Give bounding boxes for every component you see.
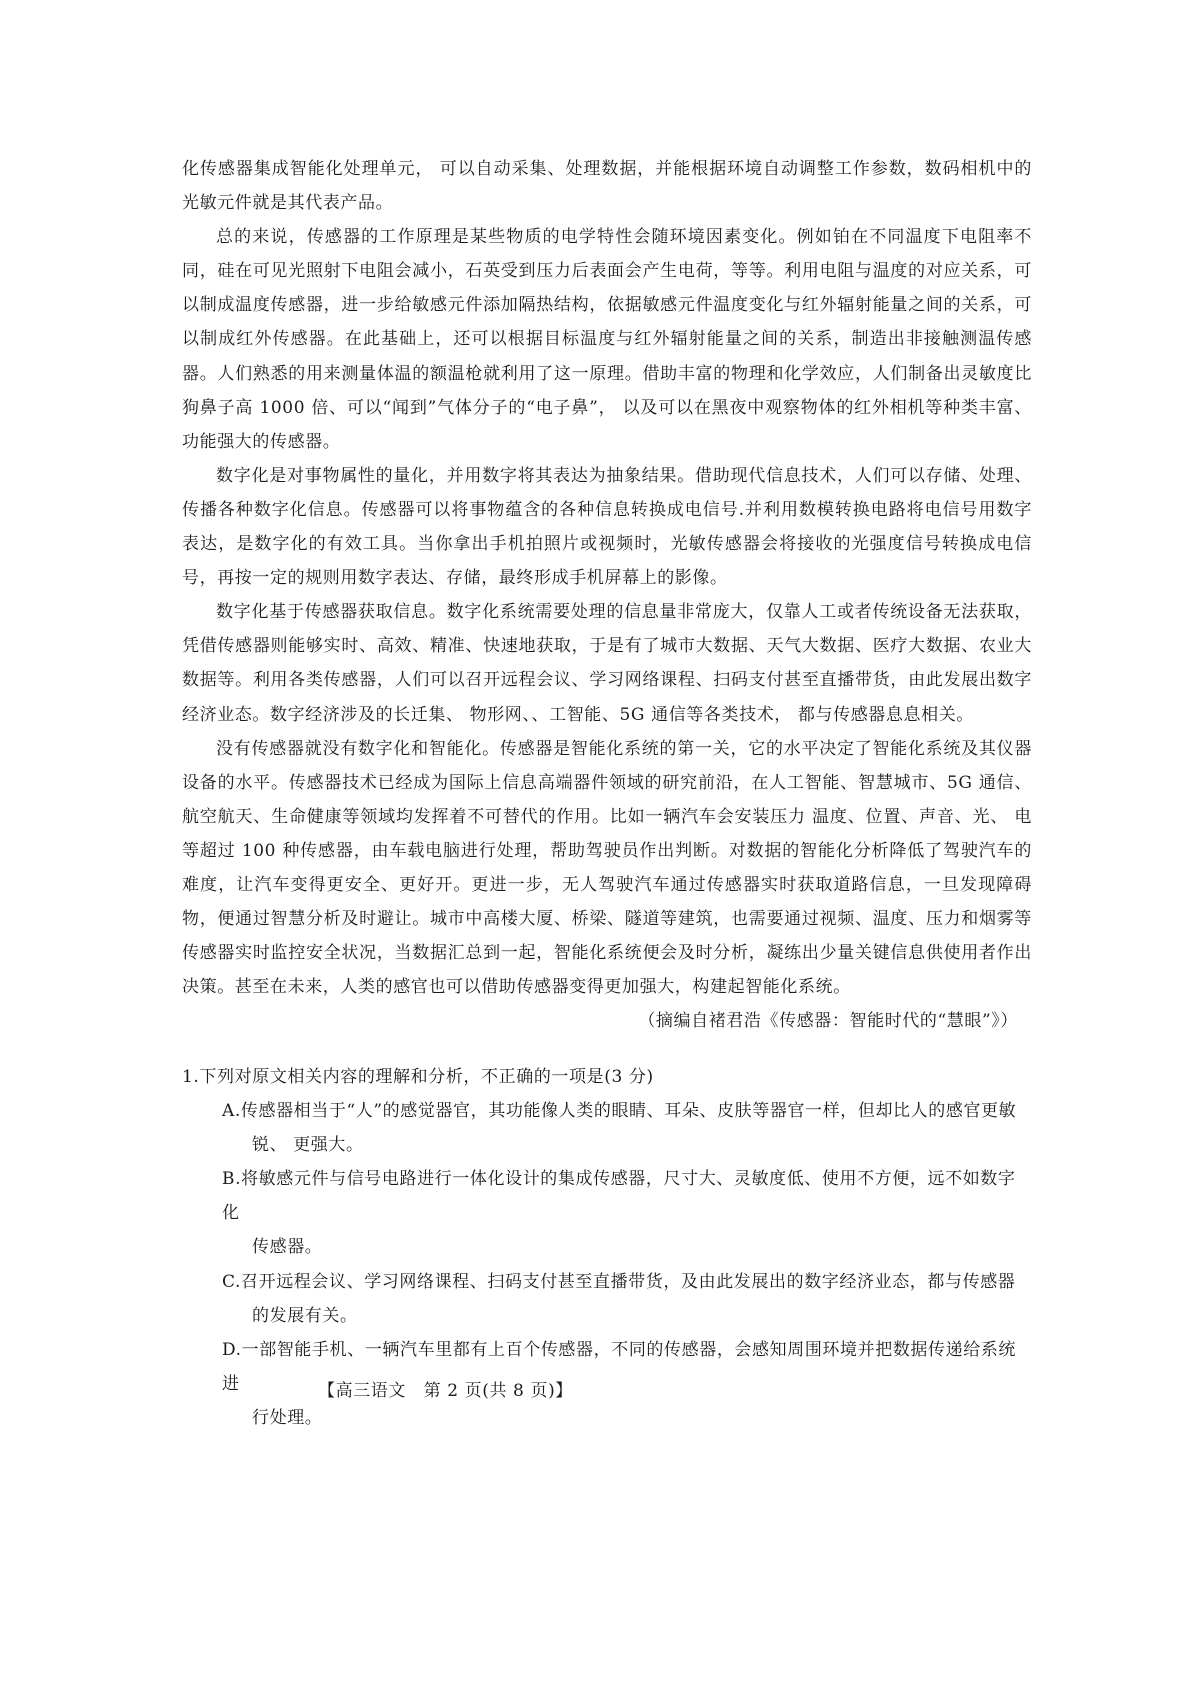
reading-passage	[182, 152, 1032, 1038]
option-text-continued: 传感器。	[252, 1237, 323, 1258]
option-c	[182, 1265, 1032, 1333]
option-text: C.召开远程会议、学习网络课程、扫码支付甚至直播带货，及由此发展出的数字经济业态，都与传感器	[222, 1271, 1016, 1292]
passage-paragraph: 数字化基于传感器获取信息。数字化系统需要处理的信息量非常庞大，仅靠人工或者传统设备无法获取，凭借传感器则能够实时、高效、精准、快速地获取，于是有了城市大数据、天气大数据、医疗大数据、农业大数据等。利用各类传感器，人们可以召开远程会议、学习网络课程、扫码支付甚至直播带货，由此发展出数字经济业态。数字经济涉及的长迁集、 物形网、、工智能、5G 通信等各类技术， 都与传感器息息相关。	[182, 602, 1032, 725]
passage-paragraph: 没有传感器就没有数字化和智能化。传感器是智能化系统的第一关，它的水平决定了智能化系统及其仪器设备的水平。传感器技术已经成为国际上信息高端器件领域的研究前沿，在人工智能、智慧城市、5G 通信、航空航天、生命健康等领域均发挥着不可替代的作用。比如一辆汽车会安装压力 温度、位置、声音、光、 电等超过 100 种传感器，由车载电脑进行处理，帮助驾驶员作出判断。对数据的智能化分析降低了驾驶汽车的难度，让汽车变得更安全、更好开。更进一步，无人驾驶汽车通过传感器实时获取道路信息，一旦发现障碍物，便通过智慧分析及时避让。城市中高楼大厦、桥梁、隧道等建筑，也需要通过视频、温度、压力和烟雾等传感器实时监控安全状况，当数据汇总到一起，智能化系统便会及时分析，凝练出少量关键信息供使用者作出决策。甚至在未来，人类的感官也可以借助传感器变得更加强大，构建起智能化系统。	[182, 738, 1032, 998]
option-text-continued: 行处理。	[252, 1407, 323, 1428]
option-b	[182, 1162, 1032, 1264]
option-d	[182, 1333, 1032, 1435]
passage-paragraph: 数字化是对事物属性的量化，并用数字将其表达为抽象结果。借助现代信息技术，人们可以存储、处理、传播各种数字化信息。传感器可以将事物蕴含的各种信息转换成电信号.并利用数模转换电路将电信号用数字表达，是数字化的有效工具。当你拿出手机拍照片或视频时，光敏传感器会将接收的光强度信号转换成电信号，再按一定的规则用数字表达、存储，最终形成手机屏幕上的影像。	[182, 465, 1032, 589]
passage-paragraph: 化传感器集成智能化处理单元， 可以自动采集、处理数据，并能根据环境自动调整工作参数，数码相机中的光敏元件就是其代表产品。	[182, 159, 1032, 214]
question-stem: 1.下列对原文相关内容的理解和分析，不正确的一项是(3 分)	[182, 1067, 654, 1087]
option-a	[182, 1094, 1032, 1162]
passage-paragraph: 总的来说，传感器的工作原理是某些物质的电学特性会随环境因素变化。例如铂在不同温度下电阻率不同，硅在可见光照射下电阻会减小，石英受到压力后表面会产生电荷，等等。利用电阻与温度的对应关系，可以制成温度传感器，进一步给敏感元件添加隔热结构，依据敏感元件温度变化与红外辐射能量之间的关系，可以制成红外传感器。在此基础上，还可以根据目标温度与红外辐射能量之间的关系，制造出非接触测温传感器。人们熟悉的用来测量体温的额温枪就利用了这一原理。借助丰富的物理和化学效应，人们制备出灵敏度比狗鼻子高 1000 倍、可以“闻到”气体分子的“电子鼻”， 以及可以在黑夜中观察物体的红外相机等种类丰富、功能强大的传感器。	[182, 227, 1032, 452]
option-text: B.将敏感元件与信号电路进行一体化设计的集成传感器，尺寸大、灵敏度低、使用不方便，远不如数字化	[222, 1169, 1016, 1224]
option-text: D.一部智能手机、一辆汽车里都有上百个传感器，不同的传感器，会感知周围环境并把数据传递给系统进	[222, 1339, 1017, 1394]
option-text-continued: 锐、 更强大。	[252, 1135, 364, 1156]
option-text: A.传感器相当于“人”的感觉器官，其功能像人类的眼睛、耳朵、皮肤等器官一样，但却比人的感官更敏	[222, 1101, 1017, 1122]
question-1	[182, 1060, 1032, 1435]
page-footer: 【高三语文 第 2 页(共 8 页)】	[318, 1381, 573, 1401]
option-text-continued: 的发展有关。	[252, 1305, 358, 1326]
passage-source: （摘编自褚君浩《传感器：智能时代的“慧眼”》）	[638, 1011, 1018, 1032]
